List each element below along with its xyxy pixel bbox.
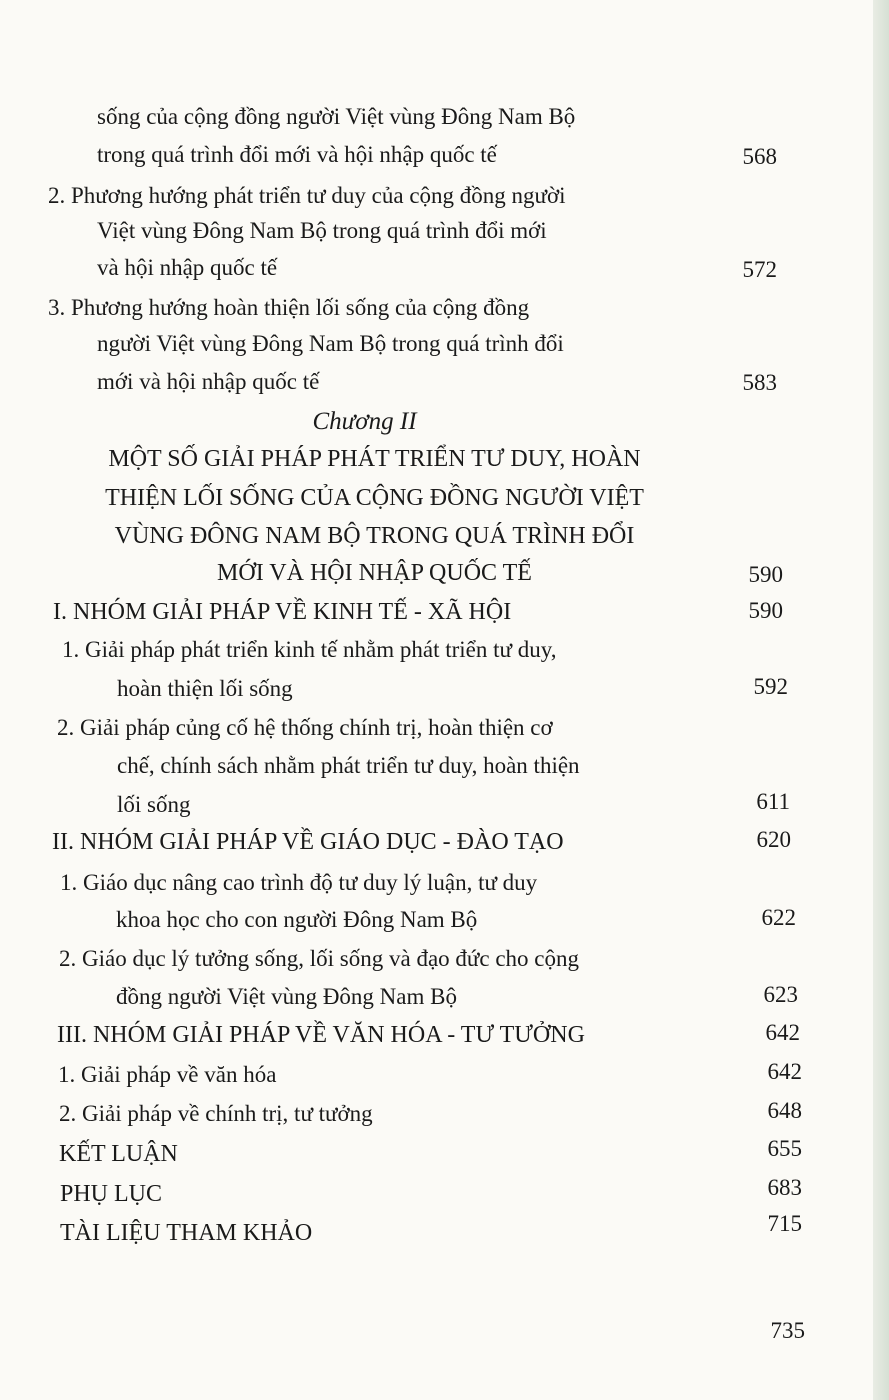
toc-entry-page: 642	[765, 1020, 800, 1045]
toc-entry-page: 611	[756, 789, 790, 814]
chapter-title-line: MỚI VÀ HỘI NHẬP QUỐC TẾ	[217, 560, 532, 586]
toc-entry-text: 2. Giáo dục lý tưởng sống, lối sống và đạo đức cho cộng	[59, 946, 580, 971]
toc-entry-text: khoa học cho con người Đông Nam Bộ	[116, 907, 478, 932]
chapter-page: 590	[748, 562, 783, 587]
toc-entry-text: 1. Giải pháp phát triển kinh tế nhằm phát triển tư duy,	[62, 637, 557, 662]
toc-entry-page: 622	[761, 905, 796, 930]
toc-entry-text: người Việt vùng Đông Nam Bộ trong quá trình đổi	[97, 331, 564, 356]
toc-entry-page: 642	[767, 1059, 802, 1084]
toc-section-heading: I. NHÓM GIẢI PHÁP VỀ KINH TẾ - XÃ HỘI	[53, 599, 512, 625]
toc-entry-text: và hội nhập quốc tế	[97, 255, 278, 280]
toc-entry-text: 1. Giáo dục nâng cao trình độ tư duy lý luận, tư duy	[60, 870, 538, 895]
toc-entry-text: 3. Phương hướng hoàn thiện lối sống của cộng đồng	[48, 295, 530, 320]
toc-entry-page: 583	[742, 370, 777, 395]
toc-entry-text: Việt vùng Đông Nam Bộ trong quá trình đổi mới	[97, 218, 547, 243]
toc-entry-page: 648	[767, 1098, 802, 1123]
toc-entry-text: hoàn thiện lối sống	[117, 676, 293, 701]
toc-entry-text: lối sống	[117, 792, 191, 817]
toc-entry-page: 620	[756, 827, 791, 852]
toc-backmatter-heading: TÀI LIỆU THAM KHẢO	[60, 1220, 313, 1246]
toc-entry-page: 572	[742, 257, 777, 282]
page-number: 735	[770, 1318, 805, 1343]
toc-section-heading: II. NHÓM GIẢI PHÁP VỀ GIÁO DỤC - ĐÀO TẠO	[52, 829, 564, 855]
toc-entry-text: chế, chính sách nhằm phát triển tư duy, hoàn thiện	[117, 753, 580, 778]
toc-backmatter-heading: PHỤ LỤC	[60, 1181, 163, 1207]
toc-entry-text: sống của cộng đồng người Việt vùng Đông Nam Bộ	[97, 104, 576, 129]
toc-backmatter-heading: KẾT LUẬN	[59, 1141, 178, 1167]
toc-entry-page: 623	[763, 982, 798, 1007]
toc-entry-page: 655	[767, 1136, 802, 1161]
toc-entry-text: trong quá trình đổi mới và hội nhập quốc tế	[97, 142, 497, 167]
toc-entry-page: 568	[742, 144, 777, 169]
toc-entry-page: 592	[753, 674, 788, 699]
chapter-title-line: THIỆN LỐI SỐNG CỦA CỘNG ĐỒNG NGƯỜI VIỆT	[105, 485, 644, 511]
toc-entry-page: 683	[767, 1175, 802, 1200]
toc-entry-text: mới và hội nhập quốc tế	[97, 369, 320, 394]
toc-entry-text: 2. Giải pháp về chính trị, tư tưởng	[59, 1101, 373, 1126]
chapter-label: Chương II	[312, 408, 417, 435]
toc-entry-page: 590	[748, 598, 783, 623]
toc-section-heading: III. NHÓM GIẢI PHÁP VỀ VĂN HÓA - TƯ TƯỞNG	[57, 1022, 585, 1048]
toc-entry-text: đồng người Việt vùng Đông Nam Bộ	[116, 984, 457, 1009]
chapter-title-line: VÙNG ĐÔNG NAM BỘ TRONG QUÁ TRÌNH ĐỔI	[114, 523, 635, 549]
toc-entry-text: 2. Giải pháp củng cố hệ thống chính trị, hoàn thiện cơ	[57, 715, 553, 740]
chapter-title-line: MỘT SỐ GIẢI PHÁP PHÁT TRIỂN TƯ DUY, HOÀN	[108, 446, 641, 472]
toc-entry-page: 715	[767, 1211, 802, 1236]
toc-entry-text: 2. Phương hướng phát triển tư duy của cộng đồng người	[48, 183, 566, 208]
toc-entry-text: 1. Giải pháp về văn hóa	[58, 1062, 277, 1087]
